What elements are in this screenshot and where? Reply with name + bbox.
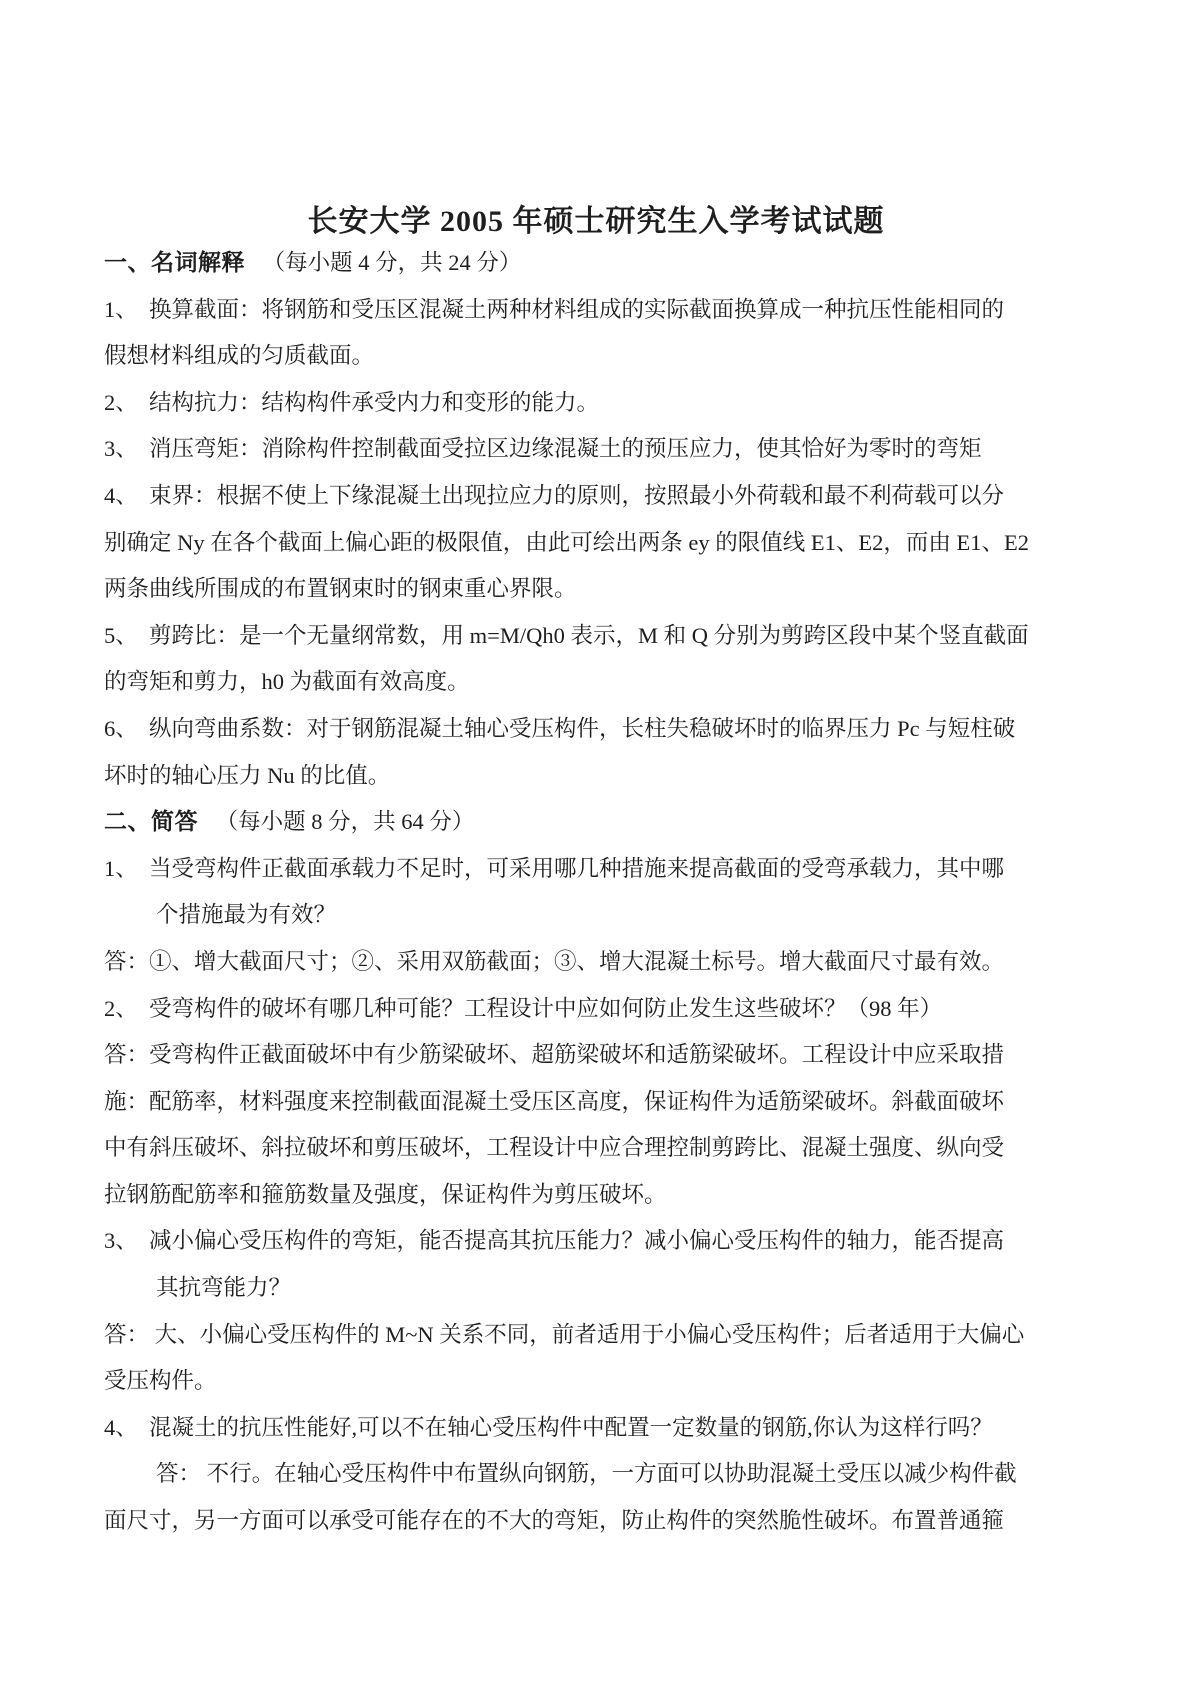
text-line: 5、 剪跨比：是一个无量纲常数，用 m=M/Qh0 表示，M 和 Q 分别为剪跨区段中某个竖直截面 (104, 622, 1029, 648)
section-2-heading (104, 799, 1088, 846)
text-line: 别确定 Ny 在各个截面上偏心距的极限值，由此可绘出两条 ey 的限值线 E1、E2，而由 E1、E2 (104, 529, 1029, 555)
text-line: 1、 换算截面：将钢筋和受压区混凝土两种材料组成的实际截面换算成一种抗压性能相同的 (104, 296, 1005, 322)
section-2-heading-label: 二、简答 (104, 809, 198, 835)
text-line: 答： 大、小偏心受压构件的 M~N 关系不同，前者适用于小偏心受压构件；后者适用于大偏心 (104, 1321, 1025, 1347)
text-line: 答： 不行。在轴心受压构件中布置纵向钢筋，一方面可以协助混凝土受压以减少构件截 (156, 1461, 1017, 1487)
text-line: 的弯矩和剪力，h0 为截面有效高度。 (104, 669, 470, 695)
document-content (104, 204, 1088, 1545)
text-line: 施：配筋率，材料强度来控制截面混凝土受压区高度，保证构件为适筋梁破坏。斜截面破坏 (104, 1088, 1005, 1114)
text-line: 2、 结构抗力：结构构件承受内力和变形的能力。 (104, 389, 600, 415)
text-line: 受压构件。 (104, 1368, 217, 1394)
section-1-heading (104, 240, 1088, 287)
text-line: 其抗弯能力？ (156, 1275, 292, 1301)
section-1-lines (104, 287, 1088, 800)
section-short-answer (104, 799, 1088, 1545)
text-line: 中有斜压破坏、斜拉破坏和剪压破坏，工程设计中应合理控制剪跨比、混凝土强度、纵向受 (104, 1135, 1005, 1161)
text-line: 个措施最为有效？ (156, 902, 337, 928)
exam-title: 长安大学 2005 年硕士研究生入学考试试题 (307, 205, 885, 238)
text-line: 两条曲线所围成的布置钢束时的钢束重心界限。 (104, 576, 577, 602)
text-line: 4、 混凝土的抗压性能好,可以不在轴心受压构件中配置一定数量的钢筋,你认为这样行吗？ (104, 1414, 993, 1440)
section-1-heading-note: （每小题 4 分，共 24 分） (262, 250, 522, 275)
text-line: 3、 消压弯矩：消除构件控制截面受拉区边缘混凝土的预压应力，使其恰好为零时的弯矩 (104, 436, 982, 462)
section-1-heading-label: 一、名词解释 (104, 250, 245, 275)
section-2-lines (104, 846, 1088, 1545)
text-line: 答：受弯构件正截面破坏中有少筋梁破坏、超筋梁破坏和适筋梁破坏。工程设计中应采取措 (104, 1042, 1005, 1068)
section-definitions (104, 240, 1088, 799)
text-line: 4、 束界：根据不使上下缘混凝土出现拉应力的原则，按照最小外荷载和最不利荷载可以分 (104, 482, 1005, 508)
text-line: 假想材料组成的匀质截面。 (104, 343, 375, 369)
text-line: 面尺寸，另一方面可以承受可能存在的不大的弯矩，防止构件的突然脆性破坏。布置普通箍 (104, 1508, 1005, 1534)
text-line: 3、 减小偏心受压构件的弯矩，能否提高其抗压能力？减小偏心受压构件的轴力，能否提高 (104, 1228, 1005, 1254)
text-line: 拉钢筋配筋率和箍筋数量及强度，保证构件为剪压破坏。 (104, 1181, 667, 1207)
text-line: 答：①、增大截面尺寸；②、采用双筋截面；③、增大混凝土标号。增大截面尺寸最有效。 (104, 948, 1005, 974)
text-line: 坏时的轴心压力 Nu 的比值。 (104, 762, 391, 788)
text-line: 6、 纵向弯曲系数：对于钢筋混凝土轴心受压构件，长柱失稳破坏时的临界压力 Pc 与短柱破 (104, 715, 1016, 741)
text-line: 1、 当受弯构件正截面承载力不足时，可采用哪几种措施来提高截面的受弯承载力，其中哪 (104, 855, 1005, 881)
section-2-heading-note: （每小题 8 分，共 64 分） (215, 809, 475, 835)
text-line: 2、 受弯构件的破坏有哪几种可能？工程设计中应如何防止发生这些破坏？（98 年） (104, 995, 943, 1021)
